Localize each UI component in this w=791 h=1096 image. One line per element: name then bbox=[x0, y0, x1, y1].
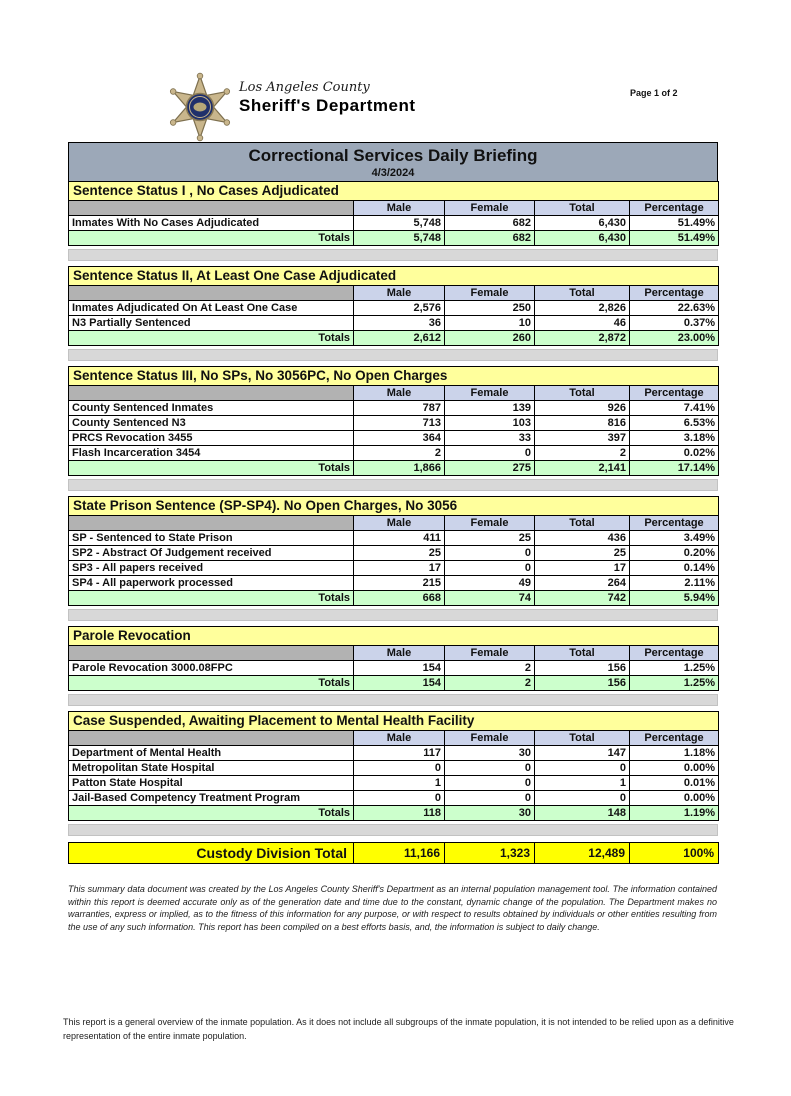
column-header-row bbox=[69, 386, 719, 401]
section-header-row bbox=[69, 497, 719, 516]
totals-pct: 17.14% bbox=[630, 461, 719, 476]
section-spacer bbox=[68, 249, 718, 261]
totals-label: Totals bbox=[69, 591, 354, 606]
section-header-row bbox=[69, 712, 719, 731]
cell-pct: 1.18% bbox=[630, 746, 719, 761]
totals-total: 2,872 bbox=[535, 331, 630, 346]
section-header-row bbox=[69, 267, 719, 286]
cell-label: Inmates With No Cases Adjudicated bbox=[69, 216, 354, 231]
cell-male: 0 bbox=[354, 791, 445, 806]
section-table bbox=[68, 181, 719, 246]
cell-total: 147 bbox=[535, 746, 630, 761]
totals-male: 118 bbox=[354, 806, 445, 821]
column-header-female: Female bbox=[445, 731, 535, 746]
column-header-blank bbox=[69, 731, 354, 746]
cell-pct: 51.49% bbox=[630, 216, 719, 231]
cell-total: 264 bbox=[535, 576, 630, 591]
cell-female: 30 bbox=[445, 746, 535, 761]
totals-male: 154 bbox=[354, 676, 445, 691]
cell-pct: 2.11% bbox=[630, 576, 719, 591]
totals-row bbox=[69, 591, 719, 606]
cell-female: 682 bbox=[445, 216, 535, 231]
column-header-row bbox=[69, 286, 719, 301]
column-header-percentage: Percentage bbox=[630, 646, 719, 661]
cell-male: 2 bbox=[354, 446, 445, 461]
table-row bbox=[69, 746, 719, 761]
column-header-percentage: Percentage bbox=[630, 201, 719, 216]
cell-label: Patton State Hospital bbox=[69, 776, 354, 791]
table-row bbox=[69, 431, 719, 446]
column-header-row bbox=[69, 201, 719, 216]
logo-department: Sheriff's Department bbox=[239, 96, 416, 115]
cell-female: 2 bbox=[445, 661, 535, 676]
table-row bbox=[69, 531, 719, 546]
table-row bbox=[69, 661, 719, 676]
cell-pct: 0.37% bbox=[630, 316, 719, 331]
totals-pct: 1.19% bbox=[630, 806, 719, 821]
column-header-blank bbox=[69, 516, 354, 531]
totals-pct: 5.94% bbox=[630, 591, 719, 606]
section-header-row bbox=[69, 627, 719, 646]
cell-pct: 0.14% bbox=[630, 561, 719, 576]
totals-female: 2 bbox=[445, 676, 535, 691]
cell-total: 2,826 bbox=[535, 301, 630, 316]
totals-total: 156 bbox=[535, 676, 630, 691]
column-header-total: Total bbox=[535, 286, 630, 301]
table-row bbox=[69, 791, 719, 806]
column-header-blank bbox=[69, 386, 354, 401]
cell-female: 0 bbox=[445, 791, 535, 806]
totals-male: 2,612 bbox=[354, 331, 445, 346]
cell-male: 1 bbox=[354, 776, 445, 791]
cell-female: 103 bbox=[445, 416, 535, 431]
column-header-female: Female bbox=[445, 516, 535, 531]
totals-female: 74 bbox=[445, 591, 535, 606]
cell-total: 17 bbox=[535, 561, 630, 576]
cell-pct: 0.20% bbox=[630, 546, 719, 561]
sheriff-star-badge-icon bbox=[167, 72, 233, 147]
table-row bbox=[69, 316, 719, 331]
report-date: 4/3/2024 bbox=[371, 167, 415, 179]
totals-female: 260 bbox=[445, 331, 535, 346]
column-header-total: Total bbox=[535, 201, 630, 216]
section-table bbox=[68, 626, 719, 691]
totals-row bbox=[69, 806, 719, 821]
cell-female: 139 bbox=[445, 401, 535, 416]
grand-total-male: 11,166 bbox=[354, 843, 445, 864]
section-table bbox=[68, 266, 719, 346]
cell-female: 250 bbox=[445, 301, 535, 316]
cell-pct: 6.53% bbox=[630, 416, 719, 431]
section-title: Sentence Status III, No SPs, No 3056PC, No Open Charges bbox=[69, 367, 719, 386]
totals-row bbox=[69, 231, 719, 246]
totals-total: 2,141 bbox=[535, 461, 630, 476]
grand-total-total: 12,489 bbox=[535, 843, 630, 864]
table-row bbox=[69, 216, 719, 231]
grand-total-label: Custody Division Total bbox=[69, 843, 354, 864]
totals-pct: 1.25% bbox=[630, 676, 719, 691]
section-title: State Prison Sentence (SP-SP4). No Open Charges, No 3056 bbox=[69, 497, 719, 516]
sections-container bbox=[68, 181, 718, 836]
cell-pct: 0.00% bbox=[630, 791, 719, 806]
totals-label: Totals bbox=[69, 331, 354, 346]
cell-male: 787 bbox=[354, 401, 445, 416]
cell-label: Department of Mental Health bbox=[69, 746, 354, 761]
cell-female: 10 bbox=[445, 316, 535, 331]
totals-row bbox=[69, 676, 719, 691]
cell-male: 117 bbox=[354, 746, 445, 761]
section-table bbox=[68, 366, 719, 476]
report-title: Correctional Services Daily Briefing bbox=[248, 146, 538, 165]
column-header-male: Male bbox=[354, 286, 445, 301]
section-title: Parole Revocation bbox=[69, 627, 719, 646]
cell-total: 1 bbox=[535, 776, 630, 791]
cell-total: 2 bbox=[535, 446, 630, 461]
column-header-female: Female bbox=[445, 201, 535, 216]
table-row bbox=[69, 401, 719, 416]
totals-label: Totals bbox=[69, 806, 354, 821]
custody-division-total-table bbox=[68, 842, 719, 864]
section-title: Case Suspended, Awaiting Placement to Mental Health Facility bbox=[69, 712, 719, 731]
cell-pct: 7.41% bbox=[630, 401, 719, 416]
cell-pct: 0.02% bbox=[630, 446, 719, 461]
cell-female: 33 bbox=[445, 431, 535, 446]
column-header-female: Female bbox=[445, 646, 535, 661]
totals-total: 148 bbox=[535, 806, 630, 821]
cell-male: 17 bbox=[354, 561, 445, 576]
cell-total: 156 bbox=[535, 661, 630, 676]
cell-female: 49 bbox=[445, 576, 535, 591]
column-header-male: Male bbox=[354, 201, 445, 216]
cell-male: 2,576 bbox=[354, 301, 445, 316]
cell-total: 397 bbox=[535, 431, 630, 446]
totals-female: 30 bbox=[445, 806, 535, 821]
cell-male: 411 bbox=[354, 531, 445, 546]
cell-label: N3 Partially Sentenced bbox=[69, 316, 354, 331]
section-spacer bbox=[68, 479, 718, 491]
cell-female: 0 bbox=[445, 446, 535, 461]
cell-pct: 3.49% bbox=[630, 531, 719, 546]
page-number: Page 1 of 2 bbox=[630, 88, 678, 98]
column-header-female: Female bbox=[445, 386, 535, 401]
column-header-percentage: Percentage bbox=[630, 386, 719, 401]
table-row bbox=[69, 301, 719, 316]
cell-label: PRCS Revocation 3455 bbox=[69, 431, 354, 446]
title-bar bbox=[68, 142, 718, 182]
cell-total: 0 bbox=[535, 761, 630, 776]
section-title: Sentence Status I , No Cases Adjudicated bbox=[69, 182, 719, 201]
cell-male: 36 bbox=[354, 316, 445, 331]
cell-pct: 0.01% bbox=[630, 776, 719, 791]
column-header-male: Male bbox=[354, 516, 445, 531]
cell-label: Metropolitan State Hospital bbox=[69, 761, 354, 776]
cell-pct: 22.63% bbox=[630, 301, 719, 316]
cell-label: Inmates Adjudicated On At Least One Case bbox=[69, 301, 354, 316]
cell-pct: 1.25% bbox=[630, 661, 719, 676]
totals-pct: 23.00% bbox=[630, 331, 719, 346]
column-header-blank bbox=[69, 646, 354, 661]
column-header-row bbox=[69, 731, 719, 746]
section-table bbox=[68, 711, 719, 821]
totals-male: 5,748 bbox=[354, 231, 445, 246]
cell-label: Parole Revocation 3000.08FPC bbox=[69, 661, 354, 676]
cell-label: SP - Sentenced to State Prison bbox=[69, 531, 354, 546]
column-header-blank bbox=[69, 201, 354, 216]
column-header-total: Total bbox=[535, 386, 630, 401]
cell-male: 364 bbox=[354, 431, 445, 446]
cell-female: 0 bbox=[445, 546, 535, 561]
column-header-percentage: Percentage bbox=[630, 286, 719, 301]
totals-label: Totals bbox=[69, 461, 354, 476]
logo-county: Los Angeles County bbox=[239, 80, 370, 95]
cell-label: County Sentenced Inmates bbox=[69, 401, 354, 416]
column-header-male: Male bbox=[354, 386, 445, 401]
totals-male: 668 bbox=[354, 591, 445, 606]
cell-pct: 0.00% bbox=[630, 761, 719, 776]
section-spacer bbox=[68, 824, 718, 836]
cell-label: SP4 - All paperwork processed bbox=[69, 576, 354, 591]
totals-total: 742 bbox=[535, 591, 630, 606]
totals-total: 6,430 bbox=[535, 231, 630, 246]
cell-pct: 3.18% bbox=[630, 431, 719, 446]
table-row bbox=[69, 546, 719, 561]
cell-total: 6,430 bbox=[535, 216, 630, 231]
table-row bbox=[69, 561, 719, 576]
cell-male: 154 bbox=[354, 661, 445, 676]
cell-male: 0 bbox=[354, 761, 445, 776]
section-spacer bbox=[68, 609, 718, 621]
grand-total-row bbox=[69, 843, 719, 864]
cell-male: 215 bbox=[354, 576, 445, 591]
column-header-total: Total bbox=[535, 516, 630, 531]
cell-female: 25 bbox=[445, 531, 535, 546]
column-header-blank bbox=[69, 286, 354, 301]
column-header-total: Total bbox=[535, 646, 630, 661]
totals-female: 275 bbox=[445, 461, 535, 476]
cell-total: 436 bbox=[535, 531, 630, 546]
cell-total: 0 bbox=[535, 791, 630, 806]
grand-total-female: 1,323 bbox=[445, 843, 535, 864]
page-header bbox=[167, 72, 791, 138]
cell-female: 0 bbox=[445, 776, 535, 791]
cell-total: 816 bbox=[535, 416, 630, 431]
logo-text bbox=[239, 80, 416, 116]
table-row bbox=[69, 776, 719, 791]
grand-total-percentage: 100% bbox=[630, 843, 719, 864]
table-row bbox=[69, 446, 719, 461]
column-header-row bbox=[69, 516, 719, 531]
totals-male: 1,866 bbox=[354, 461, 445, 476]
column-header-male: Male bbox=[354, 646, 445, 661]
cell-male: 5,748 bbox=[354, 216, 445, 231]
section-table bbox=[68, 496, 719, 606]
section-spacer bbox=[68, 349, 718, 361]
column-header-percentage: Percentage bbox=[630, 731, 719, 746]
totals-row bbox=[69, 331, 719, 346]
table-row bbox=[69, 576, 719, 591]
cell-label: SP2 - Abstract Of Judgement received bbox=[69, 546, 354, 561]
cell-total: 926 bbox=[535, 401, 630, 416]
cell-total: 46 bbox=[535, 316, 630, 331]
cell-male: 713 bbox=[354, 416, 445, 431]
column-header-row bbox=[69, 646, 719, 661]
cell-male: 25 bbox=[354, 546, 445, 561]
disclaimer-text: This summary data document was created by the Los Angeles County Sheriff's Department as an internal population management tool. The information contained within this report is deemed accurate only as of the generation date and time due to the constant, dynamic change of the population. The Department makes no warranties, express or implied, as to the fitness of this information for any purpose, or with respect to results obtained by individuals or other entities resulting from the use of any such information. This report has been compiled on a best efforts basis, and, the information is subject to daily change. bbox=[68, 884, 717, 932]
totals-label: Totals bbox=[69, 676, 354, 691]
cell-total: 25 bbox=[535, 546, 630, 561]
cell-label: County Sentenced N3 bbox=[69, 416, 354, 431]
report-document bbox=[68, 142, 718, 933]
cell-female: 0 bbox=[445, 561, 535, 576]
column-header-percentage: Percentage bbox=[630, 516, 719, 531]
section-header-row bbox=[69, 182, 719, 201]
table-row bbox=[69, 761, 719, 776]
footnote-text: This report is a general overview of the inmate population. As it does not include all subgroups of the inmate population, it is not intended to be relied upon as a definitive representation of the entire inmate population. bbox=[63, 1017, 734, 1041]
column-header-female: Female bbox=[445, 286, 535, 301]
totals-female: 682 bbox=[445, 231, 535, 246]
cell-label: Flash Incarceration 3454 bbox=[69, 446, 354, 461]
table-row bbox=[69, 416, 719, 431]
column-header-total: Total bbox=[535, 731, 630, 746]
cell-female: 0 bbox=[445, 761, 535, 776]
column-header-male: Male bbox=[354, 731, 445, 746]
section-title: Sentence Status II, At Least One Case Adjudicated bbox=[69, 267, 719, 286]
section-spacer bbox=[68, 694, 718, 706]
totals-label: Totals bbox=[69, 231, 354, 246]
cell-label: SP3 - All papers received bbox=[69, 561, 354, 576]
totals-row bbox=[69, 461, 719, 476]
section-header-row bbox=[69, 367, 719, 386]
totals-pct: 51.49% bbox=[630, 231, 719, 246]
cell-label: Jail-Based Competency Treatment Program bbox=[69, 791, 354, 806]
